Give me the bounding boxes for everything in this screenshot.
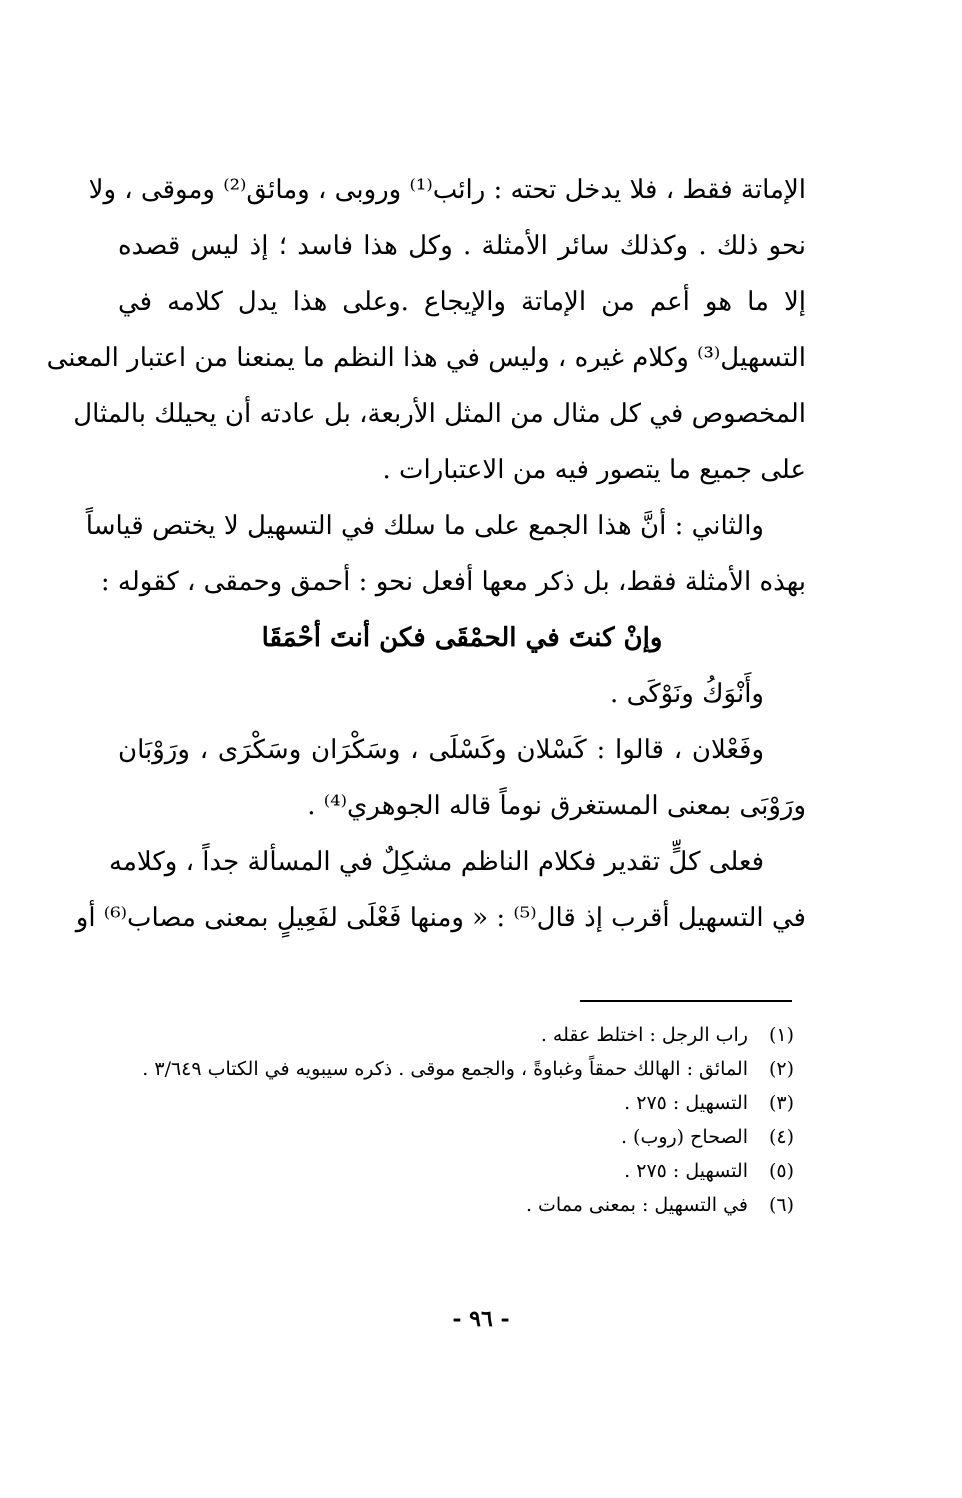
footnote-5 [118, 1154, 794, 1188]
footnote-3 [118, 1086, 794, 1120]
footnote-separator [580, 1000, 792, 1002]
footnote-text: التسهيل : ٢٧٥ . [624, 1092, 748, 1114]
footnote-text: في التسهيل : بمعنى ممات . [525, 1194, 748, 1216]
page-number: - ٩٦ - [452, 1306, 510, 1332]
footnote-6 [118, 1188, 794, 1222]
footnote-number: (٢) [768, 1058, 794, 1080]
footnote-number: (٦) [768, 1194, 794, 1216]
footnote-text: التسهيل : ٢٧٥ . [624, 1160, 748, 1182]
text-line-4: التسهيل⁽³⁾ وكلام غيره ، وليس في هذا النظم ما يمنعنا من اعتبار المعنى [46, 343, 806, 373]
footnote-1 [118, 1018, 794, 1052]
footnote-number: (٥) [768, 1160, 794, 1182]
text-line-6: على جميع ما يتصور فيه من الاعتبارات . [382, 455, 806, 485]
text-line-14: في التسهيل أقرب إذ قال⁽⁵⁾ : « ومنها فَعْلَى لفَعِيلٍ بمعنى مصاب⁽⁶⁾ أو [75, 903, 806, 933]
footnote-number: (١) [768, 1024, 794, 1046]
footnote-text: الصحاح (روب) . [620, 1126, 748, 1148]
footnote-text: راب الرجل : اختلط عقله . [540, 1024, 748, 1046]
footnote-text: المائق : الهالك حمقاً وغباوةً ، والجمع موقى . ذكره سيبويه في الكتاب ٣/٦٤٩ . [142, 1058, 748, 1080]
text-line-12: ورَوْبَى بمعنى المستغرق نوماً قاله الجوهري⁽⁴⁾ . [307, 791, 806, 821]
text-line-1: الإماتة فقط ، فلا يدخل تحته : رائب⁽¹⁾ وروبى ، ومائق⁽²⁾ وموقى ، ولا [88, 175, 806, 205]
text-line-2: نحو ذلك . وكذلك سائر الأمثلة . وكل هذا فاسد ؛ إذ ليس قصده [118, 231, 806, 261]
text-line-10: وأَنْوَكُ ونَوْكَى . [610, 679, 764, 709]
verse-line: وإنْ كنتَ في الحمْقَى فكن أنتَ أحْمَقَا [261, 623, 663, 653]
text-line-8: بهذه الأمثلة فقط، بل ذكر معها أفعل نحو : أحمق وحمقى ، كقوله : [100, 567, 806, 597]
footnotes [118, 1018, 794, 1222]
text-line-5: المخصوص في كل مثال من المثل الأربعة، بل عادته أن يحيلك بالمثال [73, 399, 806, 429]
footnote-2 [118, 1052, 794, 1086]
footnote-number: (٣) [768, 1092, 794, 1114]
footnote-number: (٤) [768, 1126, 794, 1148]
main-text [46, 162, 806, 946]
text-line-3: إلا ما هو أعم من الإماتة والإيجاع .وعلى هذا يدل كلامه في [118, 287, 806, 317]
text-line-11: وفَعْلان ، قالوا : كَسْلان وكَسْلَى ، وسَكْرَان وسَكْرَى ، ورَوْبَان [118, 735, 764, 765]
footnote-4 [118, 1120, 794, 1154]
text-line-13: فعلى كلٍّ تقدير فكلام الناظم مشكِلٌ في المسألة جداً ، وكلامه [109, 847, 764, 877]
text-line-7: والثاني : أنَّ هذا الجمع على ما سلك في التسهيل لا يختص قياساً [85, 511, 764, 541]
